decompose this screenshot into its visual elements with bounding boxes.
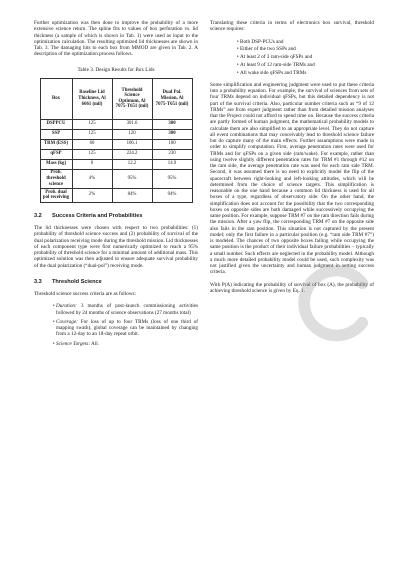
- section-heading-3-2: [34, 213, 198, 219]
- table-cell: 2%: [72, 188, 112, 202]
- row-label: Mass (kg): [40, 159, 72, 169]
- list-item: • Both DSP-PCUs and: [240, 39, 374, 45]
- criteria-text: 3 months of post-launch commissioning activities followed by 24 months of science observations (27 months total): [56, 303, 198, 316]
- table-caption: Table 3. Design Results for Box Lids: [77, 66, 155, 73]
- section-title: Threshold Science: [52, 278, 102, 285]
- list-item: [56, 303, 198, 316]
- table-cell: 230: [152, 149, 192, 159]
- row-label: qFSP: [40, 149, 72, 159]
- equation-intro-paragraph: With P(A) indicating the probability of survival of box (A), the probability of achieving threshold science is given by Eq. 1.: [210, 281, 374, 294]
- list-item: • Either of the two SSPs and: [240, 46, 374, 52]
- table-header: Dual Pol. Mission, Al 7075-T651 (mil): [152, 78, 192, 119]
- table-header: Box: [40, 78, 72, 119]
- table-cell: 14.9: [152, 159, 192, 169]
- criteria-list: [34, 303, 198, 347]
- section-number: 3.2: [34, 212, 42, 219]
- table-cell: 300: [152, 129, 192, 139]
- criteria-term: Science Targets:: [56, 340, 91, 347]
- table-row: [40, 159, 192, 169]
- criteria-term: Duration:: [56, 303, 77, 310]
- watermark-logo: [292, 258, 382, 348]
- table-row: [40, 169, 192, 188]
- table-row: [40, 149, 192, 159]
- table-cell: 301.6: [112, 119, 152, 129]
- table-cell: 4%: [72, 169, 112, 188]
- table-cell: 125: [72, 119, 112, 129]
- success-criteria-paragraph: The lid thicknesses were chosen with respect to two probabilities: (1) probability of threshold science success and (2) probability of survival of the dual polarization receiving mode during the threshold mission. Lid thicknesses of each component type were first numerically optimized to reach a 95% probability of threshold science for a minimal amount of additional mass. This optimized solution was then adjusted to ensure adequate survival probability of the dual polarization (“dual-pol”) receiving mode.: [34, 225, 198, 269]
- table-cell: 106.1: [112, 139, 152, 149]
- table-cell: 100: [152, 139, 192, 149]
- requirements-list: [210, 39, 374, 76]
- table-row: [40, 188, 192, 202]
- table-row: [40, 129, 192, 139]
- section-title: Success Criteria and Probabilities: [52, 212, 143, 219]
- design-results-table: [40, 78, 193, 203]
- table-cell: 94%: [152, 188, 192, 202]
- criteria-text: For loss of up to four TRMs (loss of one third of mapping swath), global coverage can be maintained by changing from a 12-day to an 18-day repeat orbit.: [56, 318, 198, 338]
- row-label: SSP: [40, 129, 72, 139]
- table-cell: 95%: [152, 169, 192, 188]
- table-cell: 0: [72, 159, 112, 169]
- simplification-paragraph: Some simplification and engineering judgment were used to put these criteria into a probability equation. For example, the survival of sciences from sets of four TRMs depend on individual qFSPs, but this detailed dependency is not part of the survival criteria. Also, particular number criteria such as “9 of 12 TRMs” are from expert judgment rather than from detailed mission analyses that the Project could not afford to spend time on. Because the success criteria are partly formed of human judgment, the mathematical probability models to calculate them are also simplified to an appropriate level. They do not capture all event combinations that may conceivably lead to threshold science failure but do capture many of the main effects. Further assumptions were made in order to simplify computation. First, average penetration rates were used for TRMs and for qFSPs on a given side (ram/wake). For example, rather than using twelve slightly different penetration rates for TRM #1 through #12 on the ram side, the average penetration rate was used for each ram side TRM. Second, it was assumed there is no need to explicitly model the flip of the spacecraft between right-looking and left-looking attitudes, which will be determined from the choice of science targets. This simplification is reasonable on the one hand because a common lid thickness is used for all boxes of a type, regardless of observatory side. On the other hand, the simplification does not account for the possibility that the two corresponding boxes on opposite sides are both damaged while successively occupying the same position. For example, suppose TRM #7 on the ram direction fails during the mission. After a yaw flip, the corresponding TRM #7 on the opposite side also fails in the ram position. This situation is not captured by the present model; only the first failure in a particular position (e.g. “ram side TRM #7”) is modeled. The chances of two opposite boxes failing while occupying the same position is the product of their individual failure probabilities – typically a small number. Such effects are neglected in the probability model. Although a much more detailed probability model could be used, such complexity was not justified given the uncertainty and human judgment in setting success criteria.: [210, 81, 374, 276]
- criteria-text: All.: [90, 340, 99, 347]
- table-row: [40, 139, 192, 149]
- section-heading-3-3: [34, 279, 198, 285]
- list-item: [56, 341, 198, 347]
- table-header: Threshold Science Optimum, Al 7075-T651 (mil): [112, 78, 152, 119]
- threshold-intro-paragraph: Threshold science success criteria are as follows:: [34, 291, 136, 297]
- table-cell: 120: [112, 129, 152, 139]
- row-label: DSPPCU: [40, 119, 72, 129]
- list-item: [56, 319, 198, 338]
- table-cell: 60: [72, 139, 112, 149]
- list-item: • At least 9 of 12 ram-side TRMs and: [240, 62, 374, 68]
- table-header: Baseline Lid Thickness, Al 6061 (mil): [72, 78, 112, 119]
- row-label: Prob. threshold science: [40, 169, 72, 188]
- table-row: [40, 119, 192, 129]
- table-cell: 84%: [112, 188, 152, 202]
- table-cell: 224.2: [112, 149, 152, 159]
- intro-paragraph: Further optimization was then done to improve the probability of a more extensive science return. The spline fits to values of box perforation vs. lid thickness (a sample of which is shown in Tab. 1) were used as input to the optimization calculation. The resulting optimized lid thicknesses are shown in Tab. 3. The damaging hits to each box from MMOD are given in Tab. 2. A description of the optimization process follows.: [34, 20, 198, 58]
- list-item: • At least 2 of 3 ram-side qFSPs and: [240, 54, 374, 60]
- section-number: 3.3: [34, 278, 42, 285]
- table-cell: 12.2: [112, 159, 152, 169]
- row-label: Prob. dual pol receiving: [40, 188, 72, 202]
- table-cell: 125: [72, 129, 112, 139]
- table-cell: 95%: [112, 169, 152, 188]
- translation-paragraph: Translating these criteria in terms of electronics box survival, threshold science requires:: [210, 20, 374, 33]
- row-label: TRM (ESS): [40, 139, 72, 149]
- table-cell: 125: [72, 149, 112, 159]
- list-item: • All wake side qFSPs and TRMs: [240, 70, 374, 76]
- criteria-term: Coverage:: [56, 318, 78, 325]
- table-cell: 300: [152, 119, 192, 129]
- left-column: [34, 20, 198, 353]
